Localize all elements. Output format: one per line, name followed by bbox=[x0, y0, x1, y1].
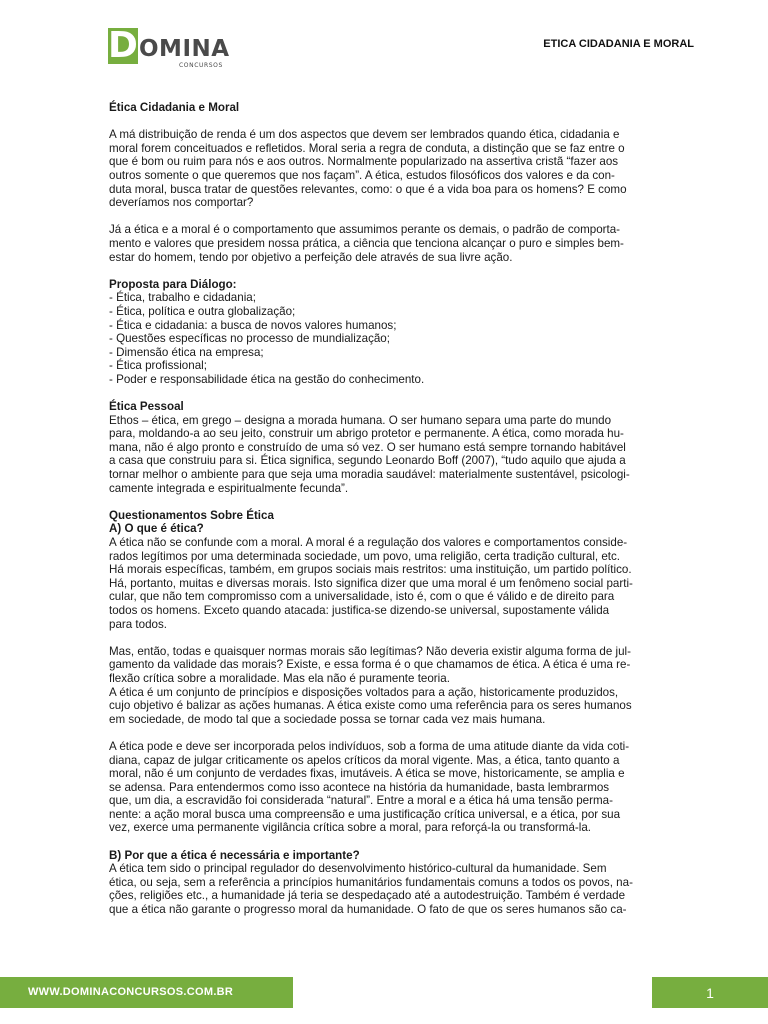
text-line: - Ética e cidadania: a busca de novos valores humanos; bbox=[109, 318, 397, 332]
logo-letter-box bbox=[108, 25, 138, 66]
text-line: A ética é um conjunto de princípios e disposições voltados para a ação, historicamente produzidos, bbox=[109, 685, 619, 699]
page-number: 1 bbox=[706, 985, 714, 1001]
text-line: estar do homem, tendo por objetivo a perfeição dele através de sua livre ação. bbox=[109, 250, 513, 264]
logo-letter: D bbox=[108, 25, 138, 66]
text-line: - Ética profissional; bbox=[109, 359, 207, 373]
text-line: ética, ou seja, sem a referência a princípios humanitários fundamentais comuns a todos os povos, na- bbox=[109, 875, 633, 889]
text-line: em sociedade, de modo tal que a sociedade possa se tornar cada vez mais humana. bbox=[109, 712, 546, 726]
text-line: flexão crítica sobre a moralidade. Mas ela não é puramente teoria. bbox=[109, 671, 450, 685]
text-line: para todos. bbox=[109, 617, 168, 631]
text-line: que, um dia, a escravidão foi considerada “natural”. Entre a moral e a ética há uma tensão perma- bbox=[109, 794, 613, 808]
text-line: Há, portanto, muitas e diversas morais. Isto significa dizer que uma moral é um fenômeno social parti- bbox=[109, 576, 633, 590]
logo-wordmark: OMINA bbox=[139, 36, 230, 62]
text-line: que a ética não garante o progresso moral da humanidade. O fato de que os seres humanos são ca- bbox=[109, 903, 627, 917]
intro-paragraph bbox=[109, 128, 699, 210]
document-title: Ética Cidadania e Moral bbox=[109, 101, 240, 114]
text-line: Já a ética e a moral é o comportamento que assumimos perante os demais, o padrão de comporta- bbox=[109, 223, 621, 237]
page-number-box bbox=[652, 977, 768, 1008]
text-line: gamento da validade das morais? Existe, e essa forma é o que chamamos de ética. A ética é uma re- bbox=[109, 658, 631, 672]
text-line: nente: a ação moral busca uma compreensão e uma justificação crítica universal, e a ética, por sua bbox=[109, 807, 621, 821]
question-a-paragraph-1 bbox=[109, 536, 699, 631]
text-line: Há morais específicas, também, em grupos sociais mais restritos: uma instituição, um partido político. bbox=[109, 563, 632, 577]
questionamentos-heading: Questionamentos Sobre Ética bbox=[109, 508, 274, 522]
text-line: mento e valores que presidem nossa prática, a ciência que tenciona alcançar o puro e simples bem- bbox=[109, 236, 624, 250]
text-line: outros somente o que queremos que nos façam”. A ética, estudos filosóficos dos valores e da con- bbox=[109, 168, 615, 182]
text-line: cular, que não tem compromisso com a universalidade, isto é, com o que é válido e de direito para bbox=[109, 590, 615, 604]
text-line: todos os homens. Exceto quando atacada: justifica-se dizendo-se universal, supostamente válida bbox=[109, 603, 610, 617]
text-line: moral, não é um conjunto de verdades fixas, imutáveis. A ética se move, historicamente, se amplia e bbox=[109, 767, 625, 781]
text-line: A ética tem sido o principal regulador do desenvolvimento histórico-cultural da humanidade. Sem bbox=[109, 862, 607, 876]
text-line: - Ética, política e outra globalização; bbox=[109, 304, 296, 318]
text-line: - Ética, trabalho e cidadania; bbox=[109, 291, 256, 305]
text-line: cujo objetivo é balizar as ações humanas. A ética existe como uma referência para os seres humanos bbox=[109, 699, 632, 713]
footer-url-link[interactable]: WWW.DOMINACONCURSOS.COM.BR bbox=[28, 986, 234, 998]
question-a-paragraph-2 bbox=[109, 645, 699, 727]
proposta-heading: Proposta para Diálogo: bbox=[109, 277, 237, 291]
document-body bbox=[109, 101, 699, 917]
domina-logo bbox=[108, 25, 238, 72]
text-line: duta moral, busca tratar de questões relevantes, como: o que é a vida boa para os homens? E como bbox=[109, 182, 627, 196]
question-a-paragraph-3 bbox=[109, 740, 699, 835]
text-line: A ética não se confunde com a moral. A moral é a regulação dos valores e comportamentos conside- bbox=[109, 536, 628, 549]
text-line: - Dimensão ética na empresa; bbox=[109, 345, 264, 359]
proposta-list bbox=[109, 291, 699, 386]
text-line: A ética pode e deve ser incorporada pelos indivíduos, sob a forma de uma atitude diante da vida coti- bbox=[109, 739, 630, 753]
second-paragraph bbox=[109, 223, 699, 264]
question-a-heading: A) O que é ética? bbox=[109, 522, 204, 536]
text-line: A má distribuição de renda é um dos aspectos que devem ser lembrados quando ética, cidadania e bbox=[109, 128, 620, 142]
text-line: - Poder e responsabilidade ética na gestão do conhecimento. bbox=[109, 372, 425, 386]
text-line: ções, religiões etc., a humanidade já teria se despedaçado até a autodestruição. Também é verdade bbox=[109, 889, 626, 903]
etica-pessoal-heading: Ética Pessoal bbox=[109, 400, 184, 414]
text-line: moral forem conceituados e refletidos. Moral seria a regra de conduta, a distinção que se faz entre o bbox=[109, 141, 625, 155]
logo-subtitle: CONCURSOS bbox=[179, 62, 223, 69]
text-line: Ethos – ética, em grego – designa a morada humana. O ser humano separa uma parte do mundo bbox=[109, 413, 612, 427]
footer-url-bar bbox=[0, 977, 293, 1008]
text-line: Mas, então, todas e quaisquer normas morais são legítimas? Não deveria existir alguma forma de jul- bbox=[109, 644, 631, 658]
question-b-heading: B) Por que a ética é necessária e importante? bbox=[109, 848, 360, 862]
text-line: mana, não é algo pronto e construído de uma só vez. O ser humano está sempre tornando habitável bbox=[109, 440, 626, 454]
text-line: se adensa. Para entendermos como isso acontece na história da humanidade, basta lembrarmos bbox=[109, 780, 610, 794]
text-line: rados legítimos por uma determinada sociedade, um povo, uma religião, certa tradição cultural, etc. bbox=[109, 549, 621, 563]
text-line: tornar melhor o ambiente para que seja uma moradia saudável: materialmente sustentável, psicologi- bbox=[109, 468, 630, 482]
document-header-title: ETICA CIDADANIA E MORAL bbox=[543, 38, 694, 50]
text-line: diana, capaz de julgar criticamente os apelos críticos da moral vigente. Mas, a ética, tanto quanto a bbox=[109, 753, 620, 767]
text-line: - Questões específicas no processo de mundialização; bbox=[109, 332, 390, 346]
text-line: a casa que construiu para si. Ética significa, segundo Leonardo Boff (2007), “tudo aquilo que ajuda a bbox=[109, 454, 626, 468]
text-line: vez, exerce uma permanente vigilância crítica sobre a moral, para reforçá-la ou transformá-la. bbox=[109, 821, 591, 835]
etica-pessoal-paragraph bbox=[109, 414, 699, 496]
text-line: que é bom ou ruim para nós e aos outros. Normalmente popularizado na assertiva cristã “fazer aos bbox=[109, 155, 619, 169]
text-line: camente integrada e espiritualmente fecunda”. bbox=[109, 481, 349, 495]
text-line: para, moldando-a ao seu jeito, construir um abrigo protetor e permanente. A ética, como morada hu- bbox=[109, 427, 624, 441]
question-b-paragraph bbox=[109, 862, 699, 916]
text-line: deveríamos nos comportar? bbox=[109, 196, 254, 210]
